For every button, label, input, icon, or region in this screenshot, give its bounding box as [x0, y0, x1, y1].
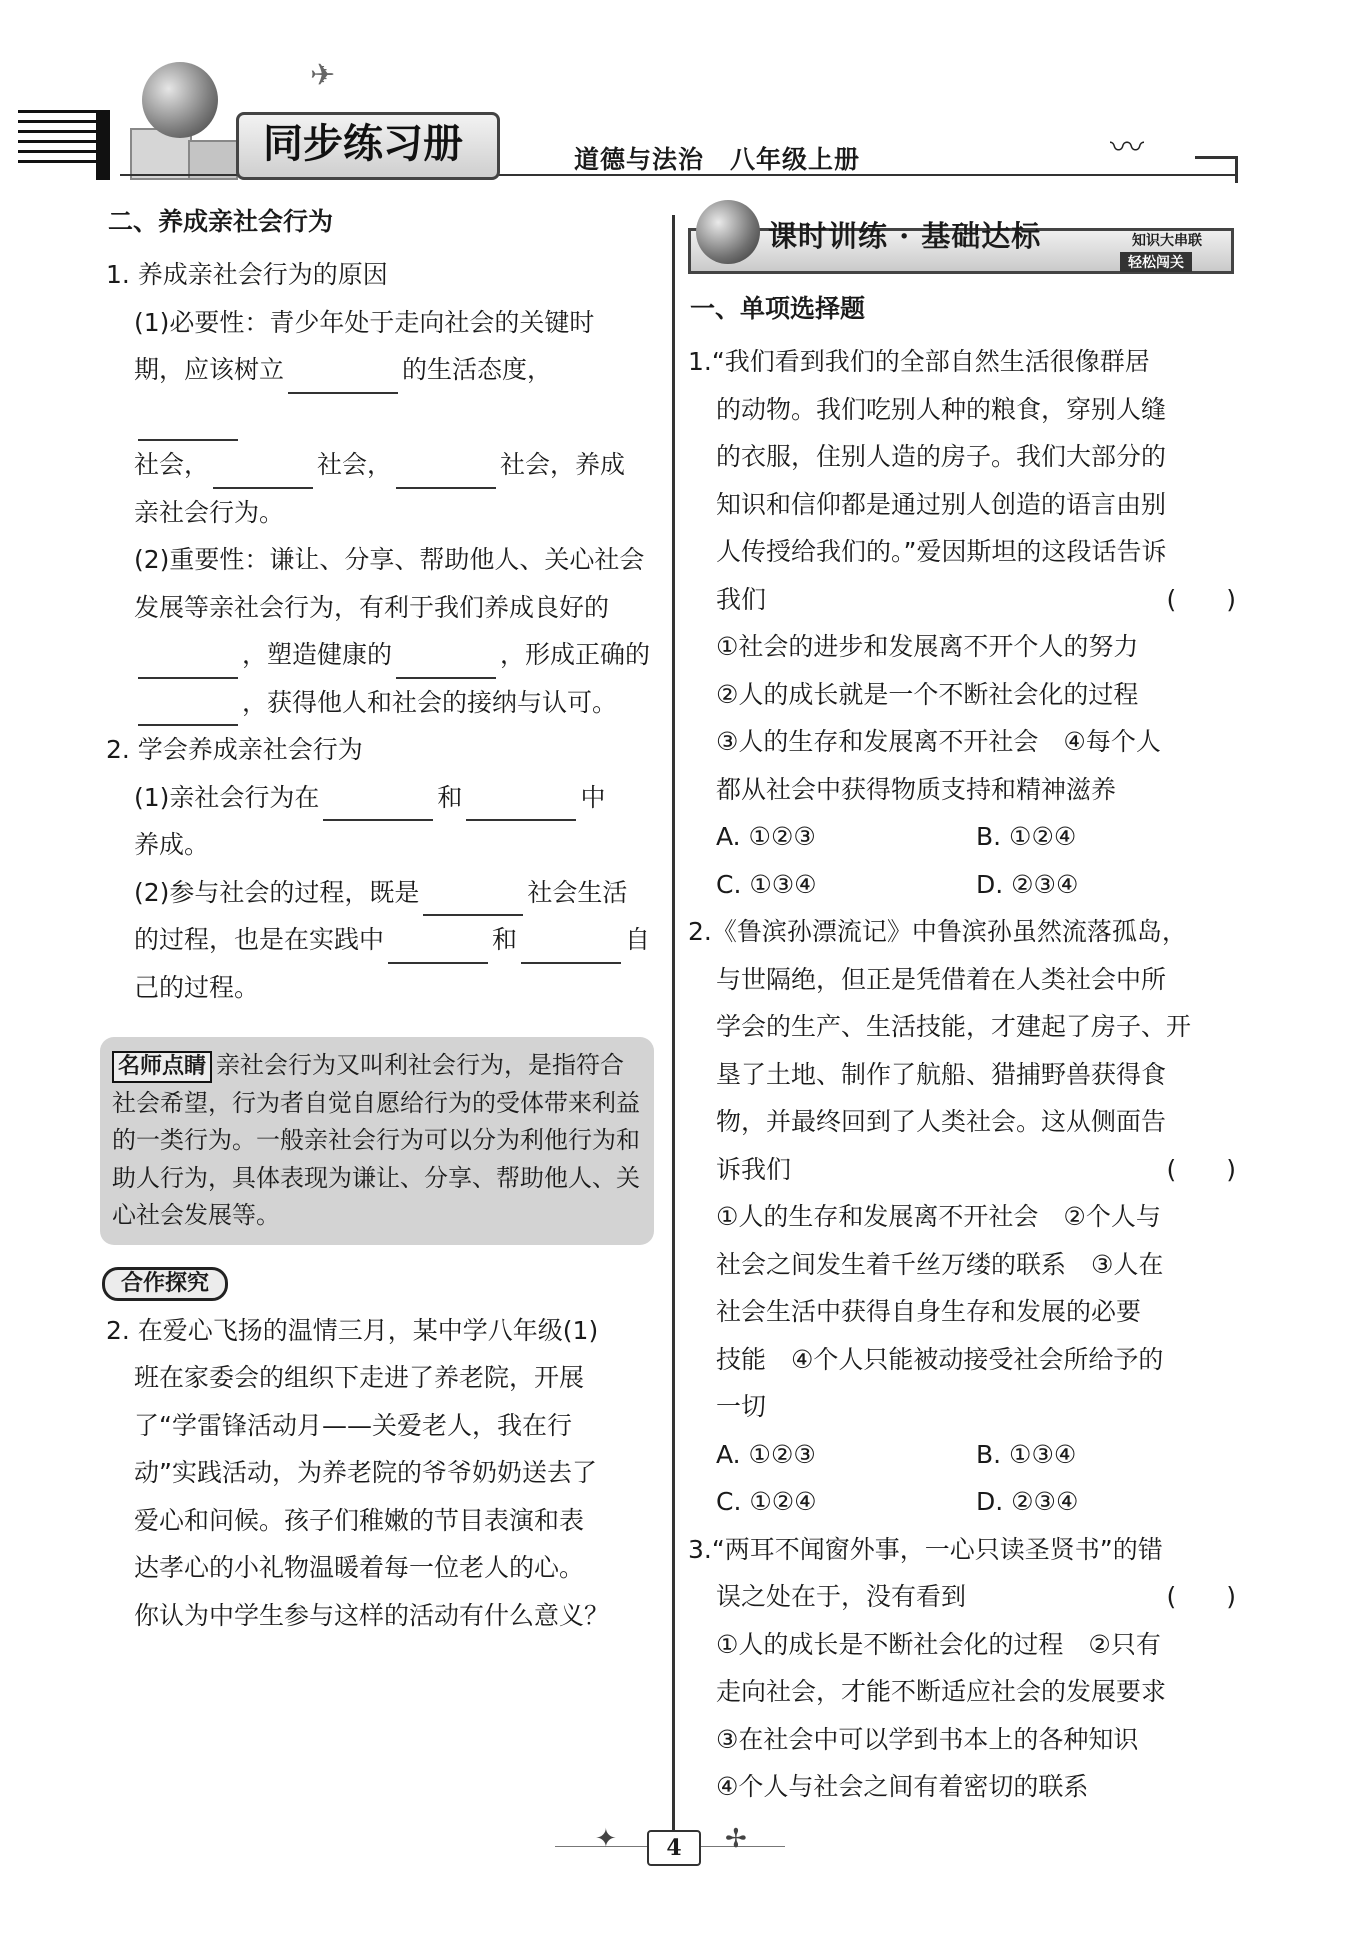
statement: ①社会的进步和发展离不开个人的努力	[716, 632, 1139, 661]
question-line: 动”实践活动，为养老院的爷爷奶奶送去了	[134, 1458, 597, 1487]
statement: ②人的成长就是一个不断社会化的过程	[716, 679, 1139, 709]
question-line: 与世隔绝，但正是凭借着在人类社会中所	[716, 964, 1167, 994]
answer-bracket[interactable]: ( )	[1166, 584, 1236, 614]
text-line: 期，应该树立 的生活态度，	[106, 346, 660, 441]
question-line: 班在家委会的组织下走进了养老院，开展	[134, 1363, 585, 1392]
question-line: 3.“两耳不闻窗外事，一心只读圣贤书”的错	[688, 1534, 1163, 1564]
header-bar	[96, 110, 110, 180]
header-decor-lines	[18, 110, 108, 180]
text-line: 社会， 社会， 社会，养成	[106, 441, 660, 489]
option[interactable]: D. ②③④	[976, 869, 1079, 899]
statement: 走向社会，才能不断适应社会的发展要求	[716, 1677, 1167, 1706]
page-number: 4	[647, 1830, 701, 1866]
point-title: 1. 养成亲社会行为的原因	[106, 260, 388, 289]
column-divider	[672, 215, 675, 1830]
question-line: 2.《鲁滨孙漂流记》中鲁滨孙虽然流落孤岛，	[688, 917, 1187, 946]
statement: 一切	[716, 1392, 767, 1421]
tip-label: 名师点睛	[112, 1051, 212, 1083]
fill-blank[interactable]	[323, 791, 433, 821]
subject-grade: 道德与法治 八年级上册	[574, 145, 861, 174]
statement: 技能 ④个人只能被动接受社会所给予的	[716, 1344, 1164, 1374]
question-line: 的衣服，住别人造的房子。我们大部分的	[716, 442, 1167, 471]
question-1	[688, 338, 1236, 908]
question-line: 诉我们 ( )	[688, 1146, 1236, 1194]
text-line: ，塑造健康的 ，形成正确的	[106, 631, 660, 679]
text-line: ，获得他人和社会的接纳与认可。	[106, 679, 660, 727]
option[interactable]: C. ①③④	[716, 869, 817, 899]
banner-side-bottom: 轻松闯关	[1120, 252, 1192, 272]
question-line: 1.“我们看到我们的全部自然生活很像群居	[688, 347, 1150, 376]
paper-plane-icon: ✈	[310, 58, 336, 93]
option[interactable]: B. ①③④	[976, 1439, 1077, 1469]
question-line: 你认为中学生参与这样的活动有什么意义？	[134, 1600, 610, 1630]
fill-blank[interactable]	[138, 411, 238, 441]
question-line: 垦了土地、制作了航船、猎捕野兽获得食	[716, 1059, 1167, 1089]
text-line: 的过程，也是在实践中 和 自	[106, 916, 660, 964]
question-line: 2. 在爱心飞扬的温情三月，某中学八年级(1)	[106, 1315, 599, 1345]
point-title: 2. 学会养成亲社会行为	[106, 735, 363, 764]
fill-blank[interactable]	[138, 649, 238, 679]
section-title: 一、单项选择题	[690, 294, 866, 323]
question-line: 学会的生产、生活技能，才建起了房子、开	[716, 1012, 1192, 1041]
banner-side-top: 知识大串联	[1132, 233, 1202, 249]
question-line: 知识和信仰都是通过别人创造的语言由别	[716, 489, 1167, 519]
statement: 社会之间发生着千丝万缕的联系 ③人在	[716, 1249, 1164, 1279]
options-row	[688, 1478, 1236, 1526]
fill-blank[interactable]	[138, 696, 238, 726]
fill-blank[interactable]	[396, 459, 496, 489]
answer-bracket[interactable]: ( )	[1166, 1154, 1236, 1184]
question-2	[688, 908, 1236, 1526]
banner-title: 课时训练 · 基础达标	[768, 219, 1042, 253]
fill-blank[interactable]	[396, 649, 496, 679]
option[interactable]: B. ①②④	[976, 822, 1077, 851]
right-column	[688, 219, 1236, 1811]
option[interactable]: A. ①②③	[716, 822, 816, 851]
practice-banner	[688, 200, 1236, 272]
page-footer	[555, 1824, 795, 1870]
pinwheel-icon: ✢	[725, 1824, 747, 1854]
question-line: 物，并最终回到了人类社会。这从侧面告	[716, 1107, 1167, 1136]
statement: 都从社会中获得物质支持和精神滋养	[716, 774, 1117, 804]
text-line: (1)亲社会行为在 和 中	[106, 774, 660, 822]
statement: ③在社会中可以学到书本上的各种知识	[716, 1724, 1139, 1754]
tip-text: 名师点睛 亲社会行为又叫利社会行为，是指符合社会希望，行为者自觉自愿给行为的受体带来利益的一类行为。一般亲社会行为可以分为利他行为和助人行为，具体表现为谦让、分享、帮助他人、关心社会发展等。	[112, 1051, 640, 1229]
statement: ③人的生存和发展离不开社会 ④每个人	[716, 727, 1161, 756]
question-line: 人传授给我们的。”爱因斯坦的这段话告诉	[716, 537, 1167, 566]
text-line: (1)必要性：青少年处于走向社会的关键时	[134, 307, 595, 337]
option[interactable]: C. ①②④	[716, 1487, 817, 1516]
statement: ④个人与社会之间有着密切的联系	[716, 1772, 1089, 1801]
option[interactable]: A. ①②③	[716, 1439, 816, 1469]
question-line: 的动物。我们吃别人种的粮食，穿别人缝	[716, 394, 1167, 424]
statement: 社会生活中获得自身生存和发展的必要	[716, 1297, 1142, 1326]
options-row	[688, 813, 1236, 861]
question-3	[688, 1526, 1236, 1811]
option[interactable]: D. ②③④	[976, 1487, 1079, 1516]
text-line: 发展等亲社会行为，有利于我们养成良好的	[134, 592, 610, 622]
options-row	[688, 1431, 1236, 1479]
text-line: (2)参与社会的过程，既是 社会生活	[106, 869, 660, 917]
left-column	[106, 205, 660, 1639]
book-title: 同步练习册	[236, 112, 500, 180]
question-line: 误之处在于，没有看到 ( )	[688, 1573, 1236, 1621]
fill-blank[interactable]	[423, 886, 523, 916]
fill-blank[interactable]	[213, 459, 313, 489]
fill-blank[interactable]	[521, 934, 621, 964]
fill-blank[interactable]	[466, 791, 576, 821]
text-line: 亲社会行为。	[134, 497, 285, 527]
coop-label: 合作探究	[102, 1267, 228, 1301]
header-endcap	[1195, 156, 1238, 183]
options-row	[688, 861, 1236, 909]
birds-icon: 〰	[1110, 128, 1144, 168]
question-line: 爱心和问候。孩子们稚嫩的节目表演和表	[134, 1505, 585, 1535]
star-icon: ✦	[595, 1824, 617, 1854]
coop-question	[106, 1307, 660, 1640]
statement: ①人的生存和发展离不开社会 ②个人与	[716, 1202, 1161, 1231]
question-line: 我们 ( )	[688, 576, 1236, 624]
answer-bracket[interactable]: ( )	[1166, 1582, 1236, 1611]
teacher-tip-box	[100, 1037, 654, 1245]
question-line: 达孝心的小礼物温暖着每一位老人的心。	[134, 1553, 585, 1582]
text-line: 养成。	[134, 830, 210, 859]
globe-icon	[142, 62, 218, 138]
statement: ①人的成长是不断社会化的过程 ②只有	[716, 1629, 1161, 1659]
section-title: 二、养成亲社会行为	[108, 207, 334, 236]
question-line: 了“学雷锋活动月——关爱老人，我在行	[134, 1410, 572, 1440]
globe-icon	[696, 200, 760, 264]
fill-blank[interactable]	[288, 364, 398, 394]
fill-blank[interactable]	[388, 934, 488, 964]
text-line: 己的过程。	[134, 972, 260, 1002]
text-line: (2)重要性：谦让、分享、帮助他人、关心社会	[134, 545, 645, 574]
